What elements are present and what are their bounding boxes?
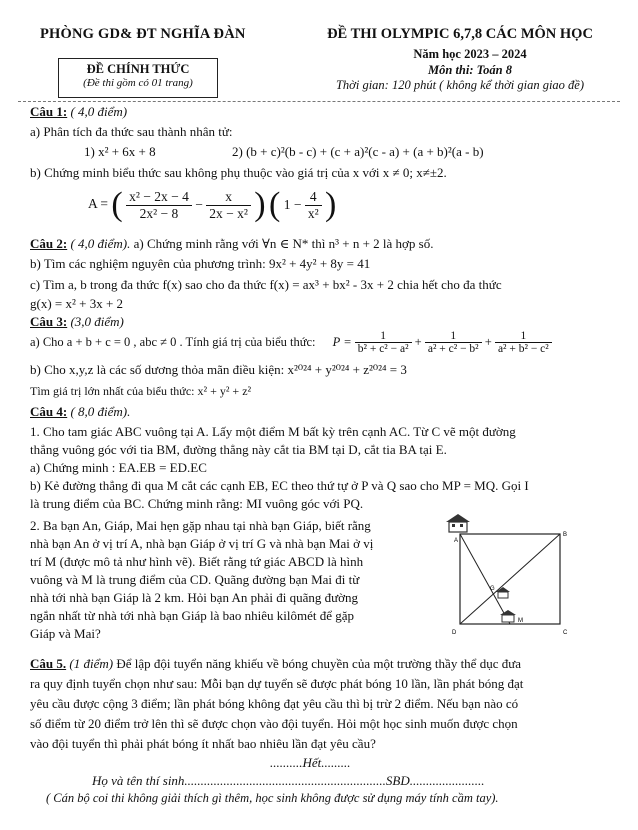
q4-label: Câu 4: (30, 404, 68, 419)
header-divider (18, 101, 620, 102)
q4-p2-line3: vuông và M là trung điểm của CD. Quãng đường bạn Mai đi từ (30, 572, 360, 587)
q4-p1-line1: 1. Cho tam giác ABC vuông tại A. Lấy một điểm M bất kỳ trên cạnh AC. Từ C vẽ một đường (30, 424, 516, 439)
paren-close: ) (254, 186, 266, 223)
q2-heading (30, 236, 433, 252)
q3-label: Câu 3: (30, 314, 68, 329)
fraction-3-den: x² (307, 205, 319, 221)
q1-expression (88, 186, 336, 224)
q3-term-3 (495, 330, 552, 355)
q1-a2: 2) (b + c)²(b - c) + (c + a)²(c - a) + (a + b)²(a - b) (232, 144, 484, 159)
q3-part-b-2: Tìm giá trị lớn nhất của biểu thức: x² + y² + z² (30, 384, 252, 398)
footer-note: ( Cán bộ coi thi không giải thích gì thêm, học sinh không được sử dụng máy tính cầm tay). (46, 791, 499, 805)
paren-open-2: ( (268, 186, 281, 223)
expr-minus: − (195, 197, 203, 212)
q3-term-1 (355, 330, 412, 355)
q4-p2-line6: Giáp và Mai? (30, 626, 101, 641)
official-box (58, 58, 218, 98)
q4-p1-a: a) Chứng minh : EA.EB = ED.EC (30, 460, 207, 475)
q5-line2: yêu cầu được cộng 3 điểm; lần phát bóng không đạt yêu cầu thì bị trừ 2 điểm. Nếu bạn nào có (30, 696, 519, 711)
fraction-2-den: 2x − x² (209, 205, 248, 221)
expr-one-minus: 1 − (283, 197, 302, 212)
official-label: ĐỀ CHÍNH THỨC (86, 62, 190, 76)
q3-term-3-num: 1 (495, 330, 552, 343)
q3-p-lhs: P = (332, 335, 352, 349)
label-d: D (452, 630, 457, 636)
q1-a1: 1) x² + 6x + 8 (84, 144, 156, 159)
q4-p2-line4: nhà tới nhà bạn Giáp là 2 km. Hỏi bạn An phải đi quãng đường (30, 590, 359, 605)
q4-p2-line5: ngắn nhất từ nhà tới nhà bạn Giáp là bao nhiêu kilômét để gặp (30, 608, 355, 623)
paren-open: ( (111, 186, 123, 223)
house-g-icon (496, 587, 510, 598)
school-year: Năm học 2023 – 2024 (413, 47, 527, 61)
q3-term-1-den: b² + c² − a² (357, 343, 409, 355)
q1-label: Câu 1: (30, 104, 68, 119)
q1-part-b: b) Chứng minh biểu thức sau không phụ thuộc vào giá trị của x với x ≠ 0; x≠±2. (30, 165, 447, 180)
fraction-1-num: x² − 2x − 4 (126, 189, 192, 206)
q3-part-b: b) Cho x,y,z là các số dương thỏa mãn điều kiện: x²⁰²⁴ + y²⁰²⁴ + z²⁰²⁴ = 3 (30, 362, 407, 377)
end-mark: ..........Hết......... (270, 755, 351, 770)
exam-title: ĐỀ THI OLYMPIC 6,7,8 CÁC MÔN HỌC (327, 26, 593, 42)
fraction-2-num: x (206, 189, 251, 206)
q1-points: ( 4,0 điểm) (70, 104, 128, 119)
q5-line0 (30, 656, 521, 672)
fraction-3-num: 4 (305, 189, 322, 206)
fraction-1-den: 2x² − 8 (139, 205, 179, 221)
q3-term-3-den: a² + b² − c² (497, 343, 549, 355)
square-figure (440, 512, 580, 642)
q3-term-2-num: 1 (425, 330, 482, 343)
fraction-1 (126, 189, 192, 222)
q4-p1-line2: thẳng vuông góc với tia BM, đường thẳng này cắt tia BM tại D, cắt tia BA tại E. (30, 442, 447, 457)
q4-heading (30, 404, 130, 420)
q4-points: ( 8,0 điểm). (70, 404, 131, 419)
q2-label: Câu 2: (30, 236, 68, 251)
q4-p1-b1: b) Kẻ đường thẳng đi qua M cắt các cạnh EB, EC theo thứ tự ở P và Q sao cho MP = MQ. Gọi I (30, 478, 529, 493)
q3-heading (30, 314, 124, 330)
q3-term-2-den: a² + c² − b² (427, 343, 479, 355)
expr-lhs: A = (88, 196, 108, 212)
q2-part-a: a) Chứng minh rằng với ∀n ∈ N* thì n³ + n + 2 là hợp số. (133, 236, 434, 251)
duration: Thời gian: 120 phút ( không kể thời gian giao đề) (335, 78, 585, 92)
q5-points: (1 điểm) (69, 656, 114, 671)
label-b: B (563, 532, 568, 538)
q4-p2-line0: 2. Ba bạn An, Giáp, Mai hẹn gặp nhau tại nhà bạn Giáp, biết rằng (30, 518, 371, 533)
q2-part-b: b) Tìm các nghiệm nguyên của phương trình: 9x² + 4y² + 8y = 41 (30, 256, 371, 271)
q5-line1: ra quy định tuyển chọn như sau: Mỗi bạn dự tuyển sẽ được phát bóng 10 lần, lần phát bóng đạt (30, 676, 524, 691)
label-m: M (518, 618, 523, 624)
paren-close-2: ) (325, 186, 337, 223)
candidate-name-line: Họ và tên thí sinh..............................................................SBD....................... (92, 773, 485, 788)
q3-a-text: a) Cho a + b + c = 0 , abc ≠ 0 . Tính giá trị của biểu thức: (30, 335, 316, 349)
q3-plus-2: + (484, 335, 492, 349)
q4-p2-line1: nhà bạn An ở vị trí A, nhà bạn Giáp ở vị trí G và nhà bạn Mai ở vị (30, 536, 374, 551)
q5-line3: số điểm từ 20 điểm trở lên thì sẽ được chọn vào đội tuyển. Hỏi một học sinh muốn được chọn (30, 716, 518, 731)
q3-term-2 (425, 330, 482, 355)
q1-heading (30, 104, 127, 120)
q2-points: ( 4,0 điểm). (70, 236, 131, 251)
q3-plus-1: + (414, 335, 422, 349)
q5-text-0: Để lập đội tuyển năng khiếu về bóng chuyền của một trường thầy thể dục đưa (116, 656, 522, 671)
q4-p2-line2: trí M (được mô tả như hình vẽ). Biết rằng tứ giác ABCD là hình (30, 554, 364, 569)
q2-part-c-1: c) Tìm a, b trong đa thức f(x) sao cho đa thức f(x) = ax³ + bx² - 3x + 2 chia hết cho đa thức (30, 277, 502, 292)
pages-note: (Đề thi gồm có 01 trang) (83, 77, 193, 89)
house-m-icon (500, 610, 516, 622)
label-g: G (490, 586, 495, 592)
house-a-icon (446, 514, 470, 532)
label-c: C (563, 630, 568, 636)
q1-part-a: a) Phân tích đa thức sau thành nhân tử: (30, 124, 233, 139)
q4-p1-b2: là trung điểm của BC. Chứng minh rằng: MI vuông góc với PQ. (30, 496, 364, 511)
q3-points: (3,0 điểm) (70, 314, 124, 329)
q3-part-a (30, 330, 552, 355)
diagonal-bd (460, 534, 560, 624)
segment-am (460, 534, 510, 624)
department-name: PHÒNG GD& ĐT NGHĨA ĐÀN (40, 26, 246, 42)
label-a: A (454, 538, 459, 544)
q5-line4: vào đội tuyển thì phải phát bóng ít nhất bao nhiêu lần đạt yêu cầu? (30, 736, 376, 751)
q2-part-c-2: g(x) = x² + 3x + 2 (30, 296, 124, 311)
q5-label: Câu 5. (30, 656, 67, 671)
fraction-3 (305, 189, 322, 222)
subject: Môn thi: Toán 8 (428, 63, 512, 77)
q3-term-1-num: 1 (355, 330, 412, 343)
fraction-2 (206, 189, 251, 222)
